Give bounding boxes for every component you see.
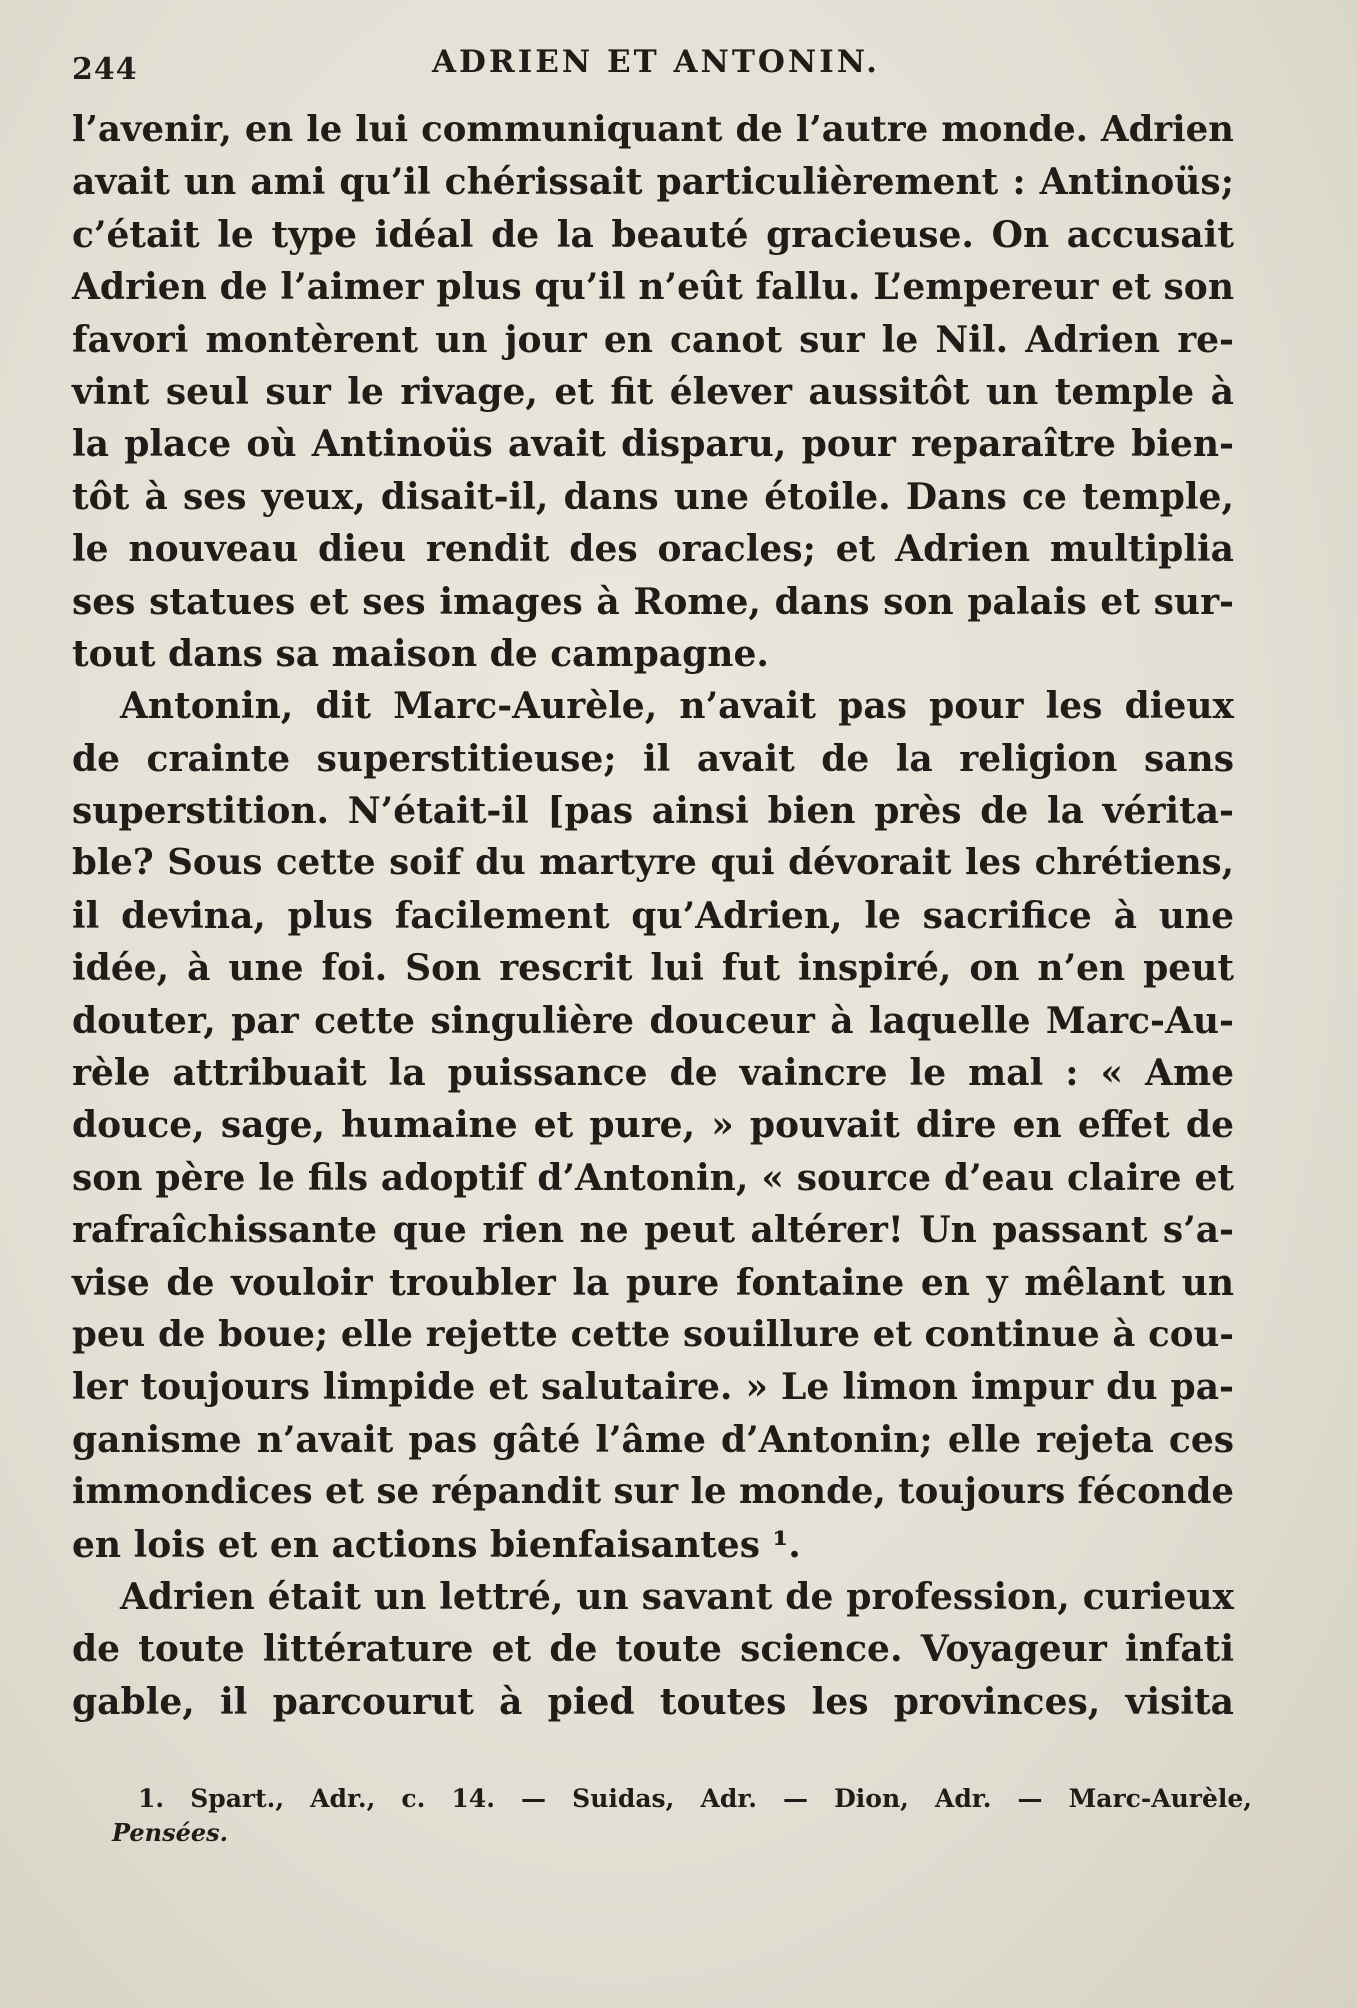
text-line: ganisme n’avait pas gâté l’âme d’Antonin; elle rejeta ces xyxy=(72,1418,1234,1461)
footnote-line: Pensées. xyxy=(112,1818,229,1847)
paragraph-end-line: tout dans sa maison de campagne. xyxy=(72,632,769,675)
footnote-line: 1. Spart., Adr., c. 14. — Suidas, Adr. — Dion, Adr. — Marc-Aurèle, xyxy=(138,1784,1252,1813)
text-line: c’était le type idéal de la beauté gracieuse. On accusait xyxy=(72,213,1234,256)
text-line: immondices et se répandit sur le monde, toujours féconde xyxy=(72,1471,1234,1513)
text-line: vint seul sur le rivage, et fit élever aussitôt un temple à xyxy=(72,370,1234,413)
text-line: la place où Antinoüs avait disparu, pour reparaître bien- xyxy=(72,423,1234,466)
text-line: superstition. N’était-il [pas ainsi bien près de la vérita- xyxy=(72,790,1234,833)
text-line: de crainte superstitieuse; il avait de la religion sans xyxy=(72,737,1234,780)
text-line: douter, par cette singulière douceur à laquelle Marc-Au- xyxy=(72,999,1234,1042)
text-line: favori montèrent un jour en canot sur le Nil. Adrien re- xyxy=(72,318,1234,361)
text-line: l’avenir, en le lui communiquant de l’autre monde. Adrien xyxy=(72,109,1234,150)
text-line: vise de vouloir troubler la pure fontaine en y mêlant un xyxy=(72,1261,1234,1304)
text-line: son père le fils adoptif d’Antonin, « source d’eau claire et xyxy=(72,1156,1234,1199)
text-line: rafraîchissante que rien ne peut altérer! Un passant s’a- xyxy=(72,1209,1234,1252)
text-line: idée, à une foi. Son rescrit lui fut inspiré, on n’en peut xyxy=(72,947,1234,990)
text-line: ble? Sous cette soif du martyre qui dévorait les chrétiens, xyxy=(72,842,1234,884)
text-line: rèle attribuait la puissance de vaincre le mal : « Ame xyxy=(72,1052,1234,1095)
text-line: tôt à ses yeux, disait-il, dans une étoile. Dans ce temple, xyxy=(72,475,1234,518)
text-line: avait un ami qu’il chérissait particulièrement : Antinoüs; xyxy=(72,161,1234,204)
text-line: peu de boue; elle rejette cette souillure et continue à cou- xyxy=(72,1313,1234,1355)
text-line: il devina, plus facilement qu’Adrien, le sacrifice à une xyxy=(72,894,1234,937)
footnote xyxy=(112,1782,1252,1850)
text-line: douce, sage, humaine et pure, » pouvait dire en effet de xyxy=(72,1104,1234,1147)
text-line: gable, il parcourut à pied toutes les provinces, visita xyxy=(72,1680,1234,1723)
text-line: de toute littérature et de toute science. Voyageur infati xyxy=(72,1628,1234,1671)
text-line: Adrien de l’aimer plus qu’il n’eût fallu. L’empereur et son xyxy=(72,266,1234,309)
paragraph-end-line: en lois et en actions bienfaisantes ¹. xyxy=(72,1523,801,1566)
running-title: ADRIEN ET ANTONIN. xyxy=(432,44,880,80)
page-header xyxy=(72,38,1262,98)
text-line: ses statues et ses images à Rome, dans son palais et sur- xyxy=(72,580,1234,623)
text-line: ler toujours limpide et salutaire. » Le limon impur du pa- xyxy=(72,1366,1234,1409)
body-text xyxy=(72,104,1234,1728)
paragraph-start-line: Antonin, dit Marc-Aurèle, n’avait pas pour les dieux xyxy=(120,685,1234,728)
text-line: le nouveau dieu rendit des oracles; et Adrien multiplia xyxy=(72,528,1234,571)
paragraph-start-line: Adrien était un lettré, un savant de profession, curieux xyxy=(120,1575,1234,1618)
page-number: 244 xyxy=(72,52,138,87)
